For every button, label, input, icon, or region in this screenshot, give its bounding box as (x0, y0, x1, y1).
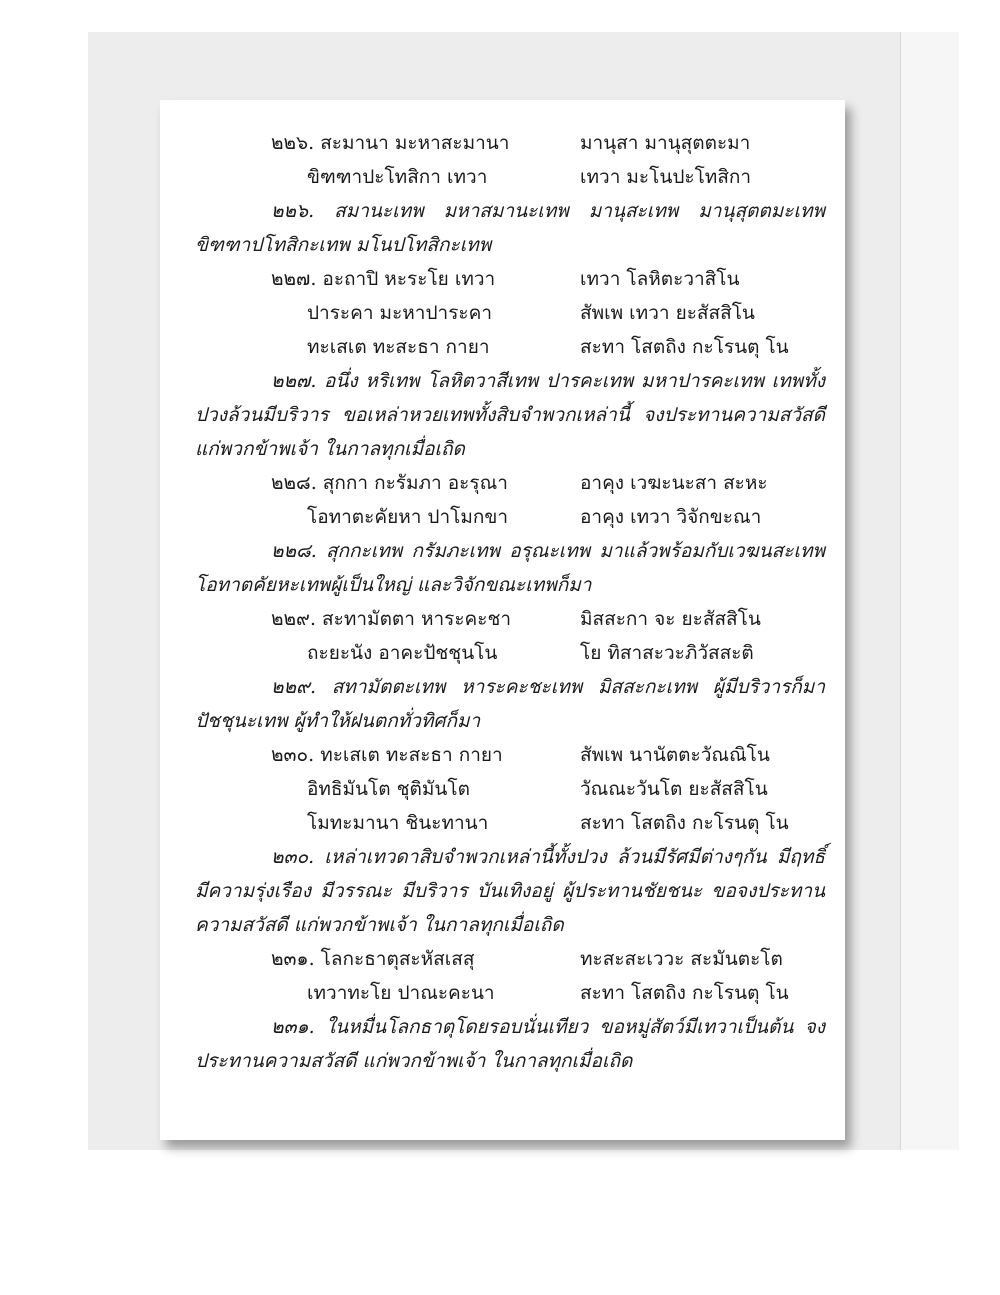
translation-paragraph: ๒๒๖. สมานะเทพ มหาสมานะเทพ มานุสะเทพ มานุสุตตมะเทพ ขิฑฑาปโทสิกะเทพ มโนปโทสิกะเทพ (195, 200, 825, 256)
pali-line-right: อาคุง เทวา วิจักขะณา (580, 506, 762, 528)
pali-verse-line (195, 738, 825, 772)
pali-line-left: โมทะมานา ชินะทานา (307, 812, 489, 834)
pali-verse-line (195, 636, 825, 670)
thai-translation (195, 840, 825, 942)
pali-line-left: ๒๒๘. สุกกา กะรัมภา อะรุณา (271, 472, 508, 494)
pali-line-left: อิทธิมันโต ชุติมันโต (307, 778, 470, 800)
pali-verse-line (195, 942, 825, 976)
pali-line-left: ขิฑฑาปะโทสิกา เทวา (307, 166, 488, 188)
thai-translation (195, 670, 825, 738)
translation-paragraph: ๒๒๗. อนึ่ง หริเทพ โลหิตวาสีเทพ ปารคะเทพ มหาปารคะเทพ เทพทั้งปวงล้วนมีบริวาร ขอเหล่าหวยเทพทั้งสิบจำพวกเหล่านี้ จงประทานความสวัสดี แก่พวกข้าพเจ้า ในกาลทุกเมื่อเถิด (195, 370, 825, 460)
pali-verse-line (195, 500, 825, 534)
pali-line-right: สัพเพ เทวา ยะสัสสิโน (580, 302, 755, 324)
pali-line-left: ๒๒๗. อะถาปิ หะระโย เทวา (271, 268, 496, 290)
pali-line-right: สะทา โสตถิง กะโรนตุ โน (580, 812, 789, 834)
pali-line-right: วัณณะวันโต ยะสัสสิโน (580, 778, 768, 800)
pali-line-right: เทวา มะโนปะโทสิกา (580, 166, 752, 188)
thai-translation (195, 1010, 825, 1078)
pali-line-left: เทวาทะโย ปาณะคะนา (307, 982, 495, 1004)
pali-line-left: ทะเสเต ทะสะธา กายา (307, 336, 490, 358)
pali-verse-line (195, 602, 825, 636)
pali-line-left: ๒๓๐. ทะเสเต ทะสะธา กายา (271, 744, 503, 766)
pali-verse-line (195, 466, 825, 500)
pali-line-right: อาคุง เวฆะนะสา สะหะ (580, 472, 768, 494)
translation-paragraph: ๒๒๘. สุกกะเทพ กรัมภะเทพ อรุณะเทพ มาแล้วพร้อมกับเวฆนสะเทพ โอทาตคัยหะเทพผู้เป็นใหญ่ และวิจักขณะเทพก็มา (195, 540, 825, 596)
pali-line-right: เทวา โลหิตะวาสิโน (580, 268, 740, 290)
translation-paragraph: ๒๒๙. สทามัตตะเทพ หาระคะชะเทพ มิสสะกะเทพ ผู้มีบริวารก็มา ปัชชุนะเทพ ผู้ทำให้ฝนตกทั่วทิศก็มา (195, 676, 825, 732)
pali-verse-line (195, 296, 825, 330)
pali-verse-line (195, 976, 825, 1010)
translation-paragraph: ๒๓๑. ในหมื่นโลกธาตุโดยรอบนั่นเทียว ขอหมู่สัตว์มีเทวาเป็นต้น จงประทานความสวัสดี แก่พวกข้าพเจ้า ในกาลทุกเมื่อเถิด (195, 1016, 825, 1072)
pali-verse-line (195, 262, 825, 296)
thai-translation (195, 194, 825, 262)
pali-verse-line (195, 772, 825, 806)
pali-line-right: สัพเพ นานัตตะวัณณิโน (580, 744, 770, 766)
pali-line-left: ๒๓๑. โลกะธาตุสะหัสเสสุ (271, 948, 475, 970)
pali-verse-line (195, 126, 825, 160)
pali-line-right: ทะสะสะเววะ สะมันตะโต (580, 948, 783, 970)
pali-verse-line (195, 160, 825, 194)
pali-line-left: ถะยะนัง อาคะปัชชุนโน (307, 642, 498, 664)
scan-edge (900, 32, 959, 1150)
thai-translation (195, 364, 825, 466)
pali-line-left: ๒๒๙. สะทามัตตา หาระคะชา (271, 608, 512, 630)
pali-line-left: โอทาตะคัยหา ปาโมกขา (307, 506, 509, 528)
page-text (195, 126, 825, 1078)
pali-line-right: สะทา โสตถิง กะโรนตุ โน (580, 982, 789, 1004)
pali-line-left: ๒๒๖. สะมานา มะหาสะมานา (271, 132, 510, 154)
thai-translation (195, 534, 825, 602)
pali-verse-line (195, 806, 825, 840)
translation-paragraph: ๒๓๐. เหล่าเทวดาสิบจำพวกเหล่านี้ทั้งปวง ล้วนมีรัศมีต่างๆกัน มีฤทธิ์ มีความรุ่งเรือง มีวรรณะ มีบริวาร บันเทิงอยู่ ผู้ประทานชัยชนะ ขอจงประทานความสวัสดี แก่พวกข้าพเจ้า ในกาลทุกเมื่อเถิด (195, 846, 825, 936)
pali-verse-line (195, 330, 825, 364)
pali-line-right: มานุสา มานุสุตตะมา (580, 132, 751, 154)
pali-line-right: สะทา โสตถิง กะโรนตุ โน (580, 336, 789, 358)
pali-line-right: โย ทิสาสะวะภิวัสสะติ (580, 642, 754, 664)
pali-line-right: มิสสะกา จะ ยะสัสสิโน (580, 608, 761, 630)
pali-line-left: ปาระคา มะหาปาระคา (307, 302, 492, 324)
